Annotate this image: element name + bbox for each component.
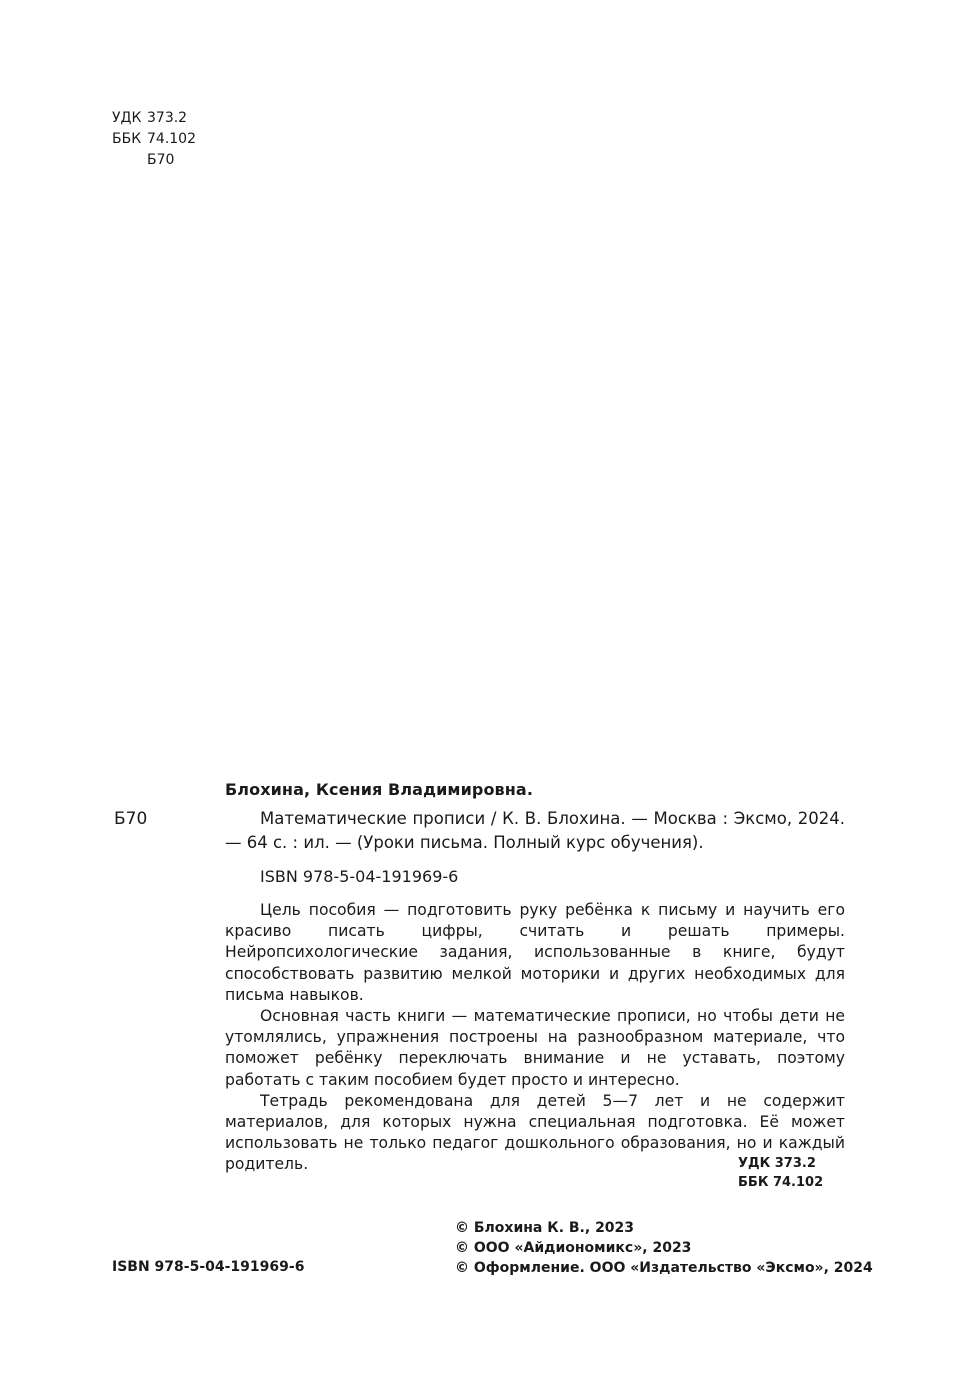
author-code: Б70 [147,152,175,168]
top-classification [112,108,196,171]
udk-value: 373.2 [147,110,188,126]
bbk-label: ББК [112,131,142,147]
copyright-line: © Блохина К. В., 2023 [455,1220,635,1236]
author-heading: Блохина, Ксения Владимировна. [225,780,533,799]
udk-label: УДК [112,110,142,126]
copyright-line: © ООО «Айдиономикс», 2023 [455,1240,692,1256]
udk-code: УДК 373.2 [738,1156,816,1171]
copyright-line: © Оформление. ООО «Издательство «Эксмо», 2024 [455,1260,873,1276]
annotation-paragraph: Цель пособия — подготовить руку ребёнка к письму и научить его красиво писать цифры, считать и решать примеры. Нейропсихологические задания, использованные в книге, будут способствовать развитию мелкой моторики и других необходимых для письма навыков. [225,901,845,1004]
annotation-paragraph: Тетрадь рекомендована для детей 5—7 лет и не содержит материалов, для которых нужна специальная подготовка. Её может использовать не только педагог дошкольного образования, но и каждый родитель. [225,1091,845,1174]
bottom-classification [738,1154,823,1192]
annotation-paragraph: Основная часть книги — математические прописи, но чтобы дети не утомлялись, упражнения построены на разнообразном материале, что поможет ребёнку переключать внимание и не уставать, поэтому работать с таким пособием будет просто и интересно. [225,1007,845,1089]
bbk-value: 74.102 [147,131,196,147]
bibliographic-record [225,807,845,855]
bbk-code: ББК 74.102 [738,1175,824,1190]
bibliographic-text: Математические прописи / К. В. Блохина. — Москва : Эксмо, 2024. — 64 с. : ил. — (Уроки письма. Полный курс обучения). [225,809,845,852]
annotation [225,900,845,1176]
isbn-bottom: ISBN 978-5-04-191969-6 [112,1259,305,1275]
cutter-code: Б70 [114,809,148,829]
copyright-block [455,1218,873,1278]
isbn-line: ISBN 978-5-04-191969-6 [260,867,459,886]
